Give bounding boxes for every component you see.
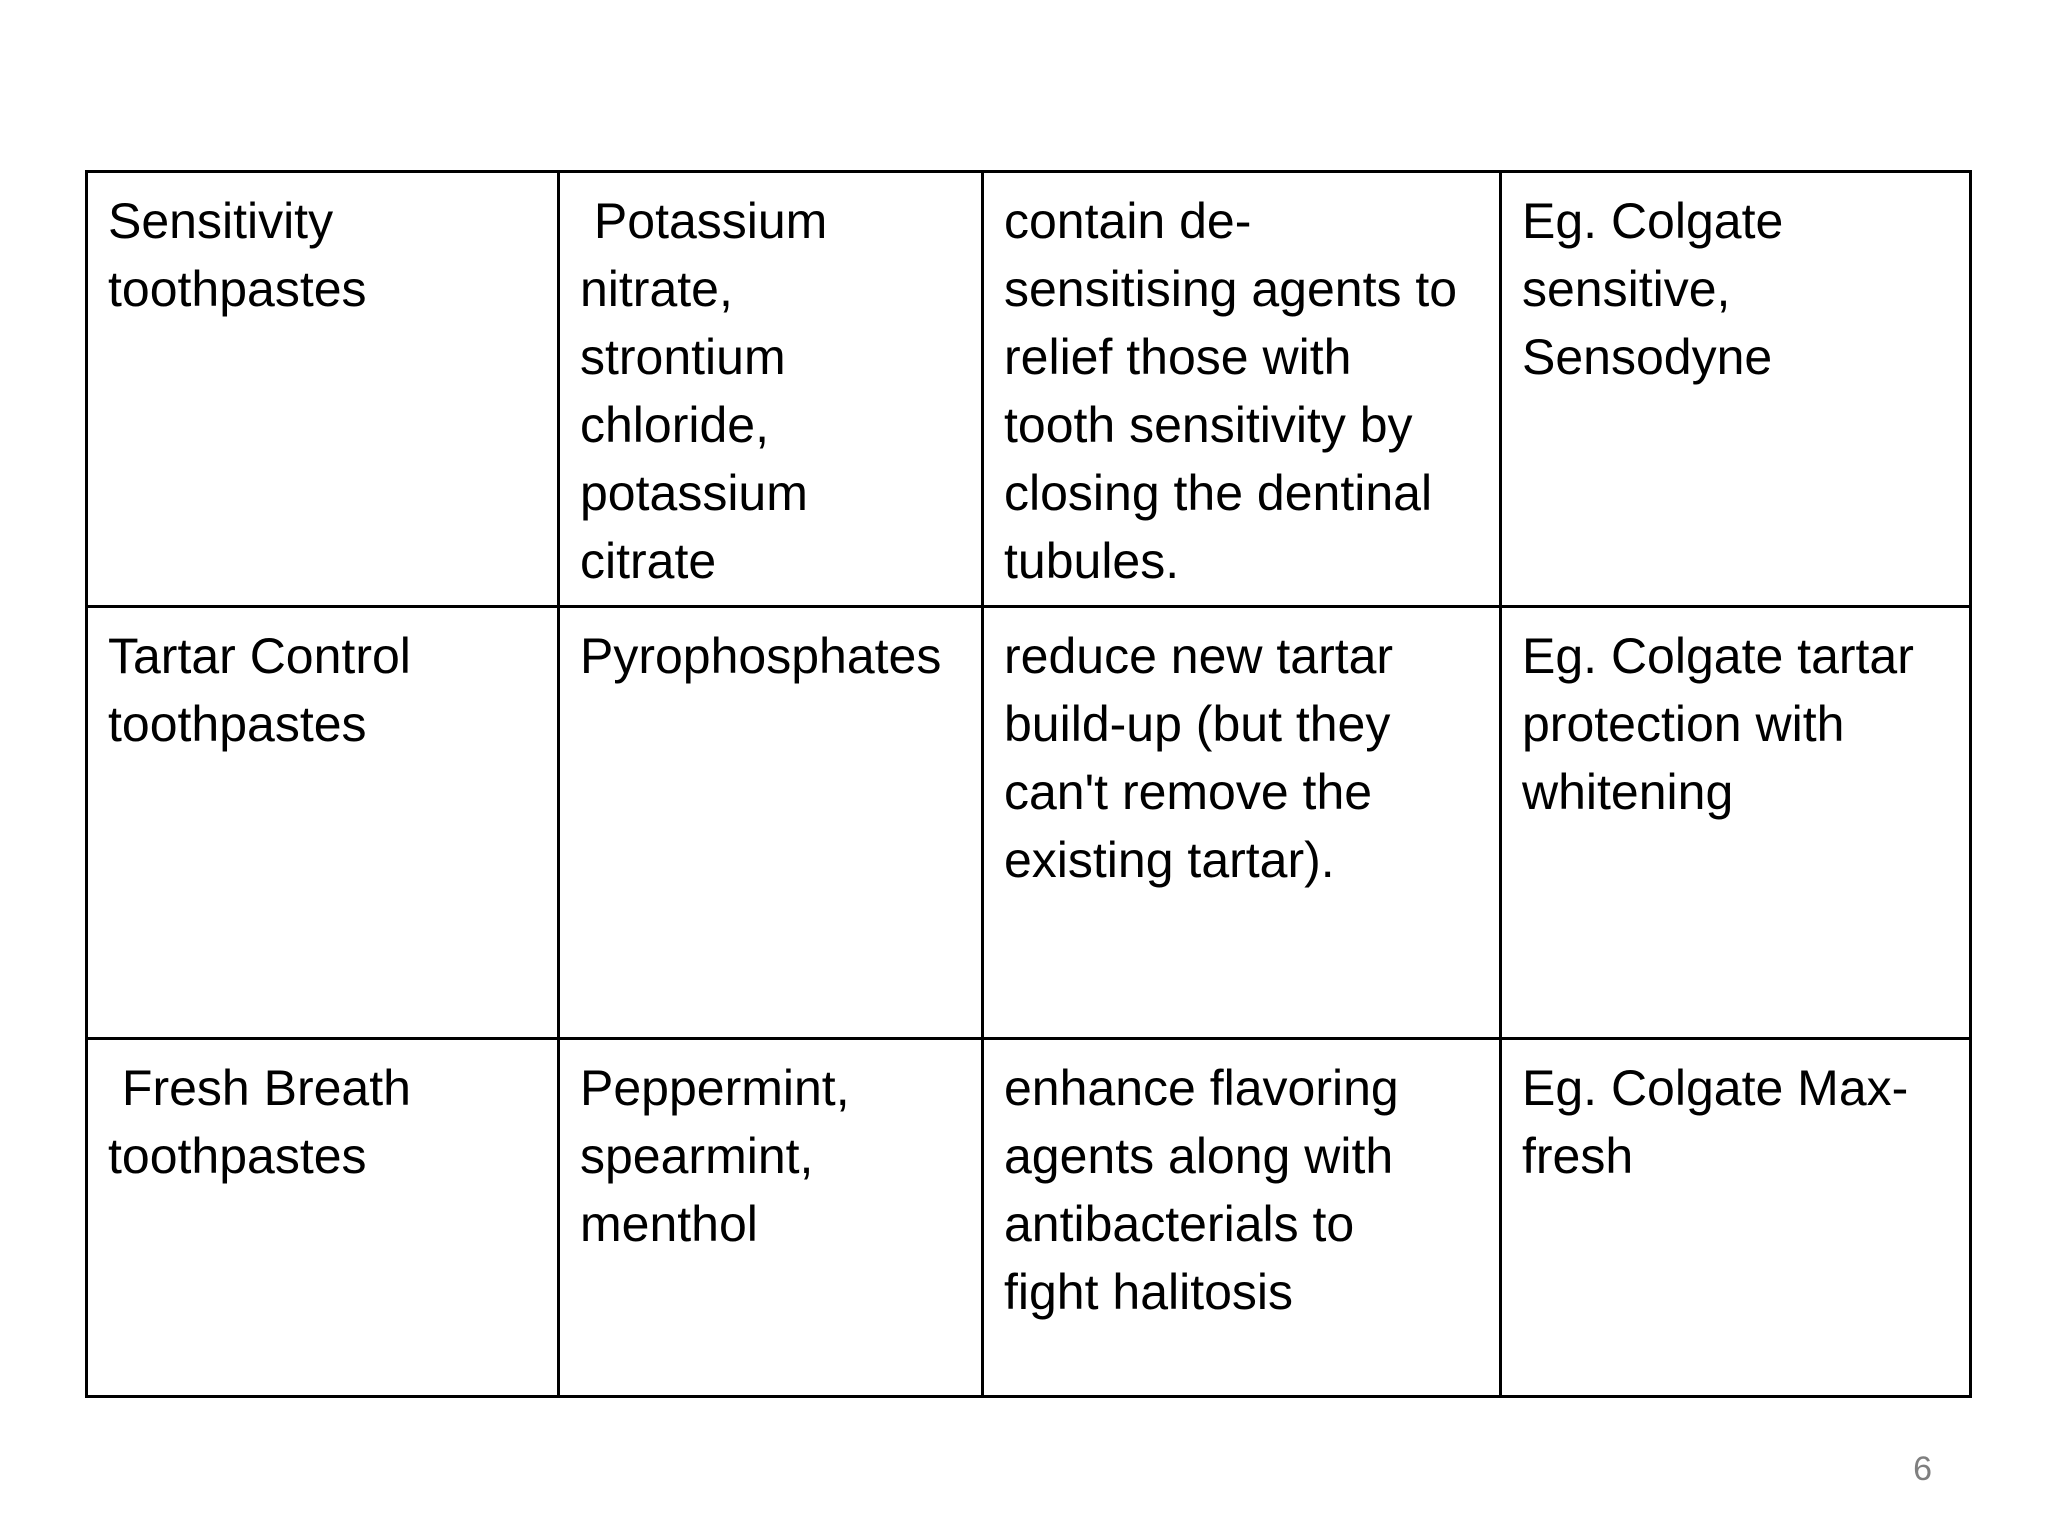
page-number: 6 [1913, 1450, 1932, 1488]
toothpaste-types-table [85, 170, 1972, 1398]
table-row [87, 607, 1971, 1039]
toothpaste-type-cell: Fresh Breath toothpastes [87, 1039, 559, 1397]
toothpaste-type-cell: Tartar Control toothpastes [87, 607, 559, 1039]
ingredients-cell: Pyrophosphates [559, 607, 983, 1039]
description-cell: enhance flavoring agents along with antibacterials to fight halitosis [983, 1039, 1501, 1397]
ingredients-cell: Potassium nitrate, strontium chloride, potassium citrate [559, 172, 983, 607]
description-cell: contain de- sensitising agents to relief those with tooth sensitivity by closing the dentinal tubules. [983, 172, 1501, 607]
toothpaste-type-cell: Sensitivity toothpastes [87, 172, 559, 607]
example-cell: Eg. Colgate Max- fresh [1501, 1039, 1971, 1397]
table-row [87, 172, 1971, 607]
description-cell: reduce new tartar build-up (but they can't remove the existing tartar). [983, 607, 1501, 1039]
example-cell: Eg. Colgate tartar protection with whitening [1501, 607, 1971, 1039]
ingredients-cell: Peppermint, spearmint, menthol [559, 1039, 983, 1397]
example-cell: Eg. Colgate sensitive, Sensodyne [1501, 172, 1971, 607]
table-row [87, 1039, 1971, 1397]
